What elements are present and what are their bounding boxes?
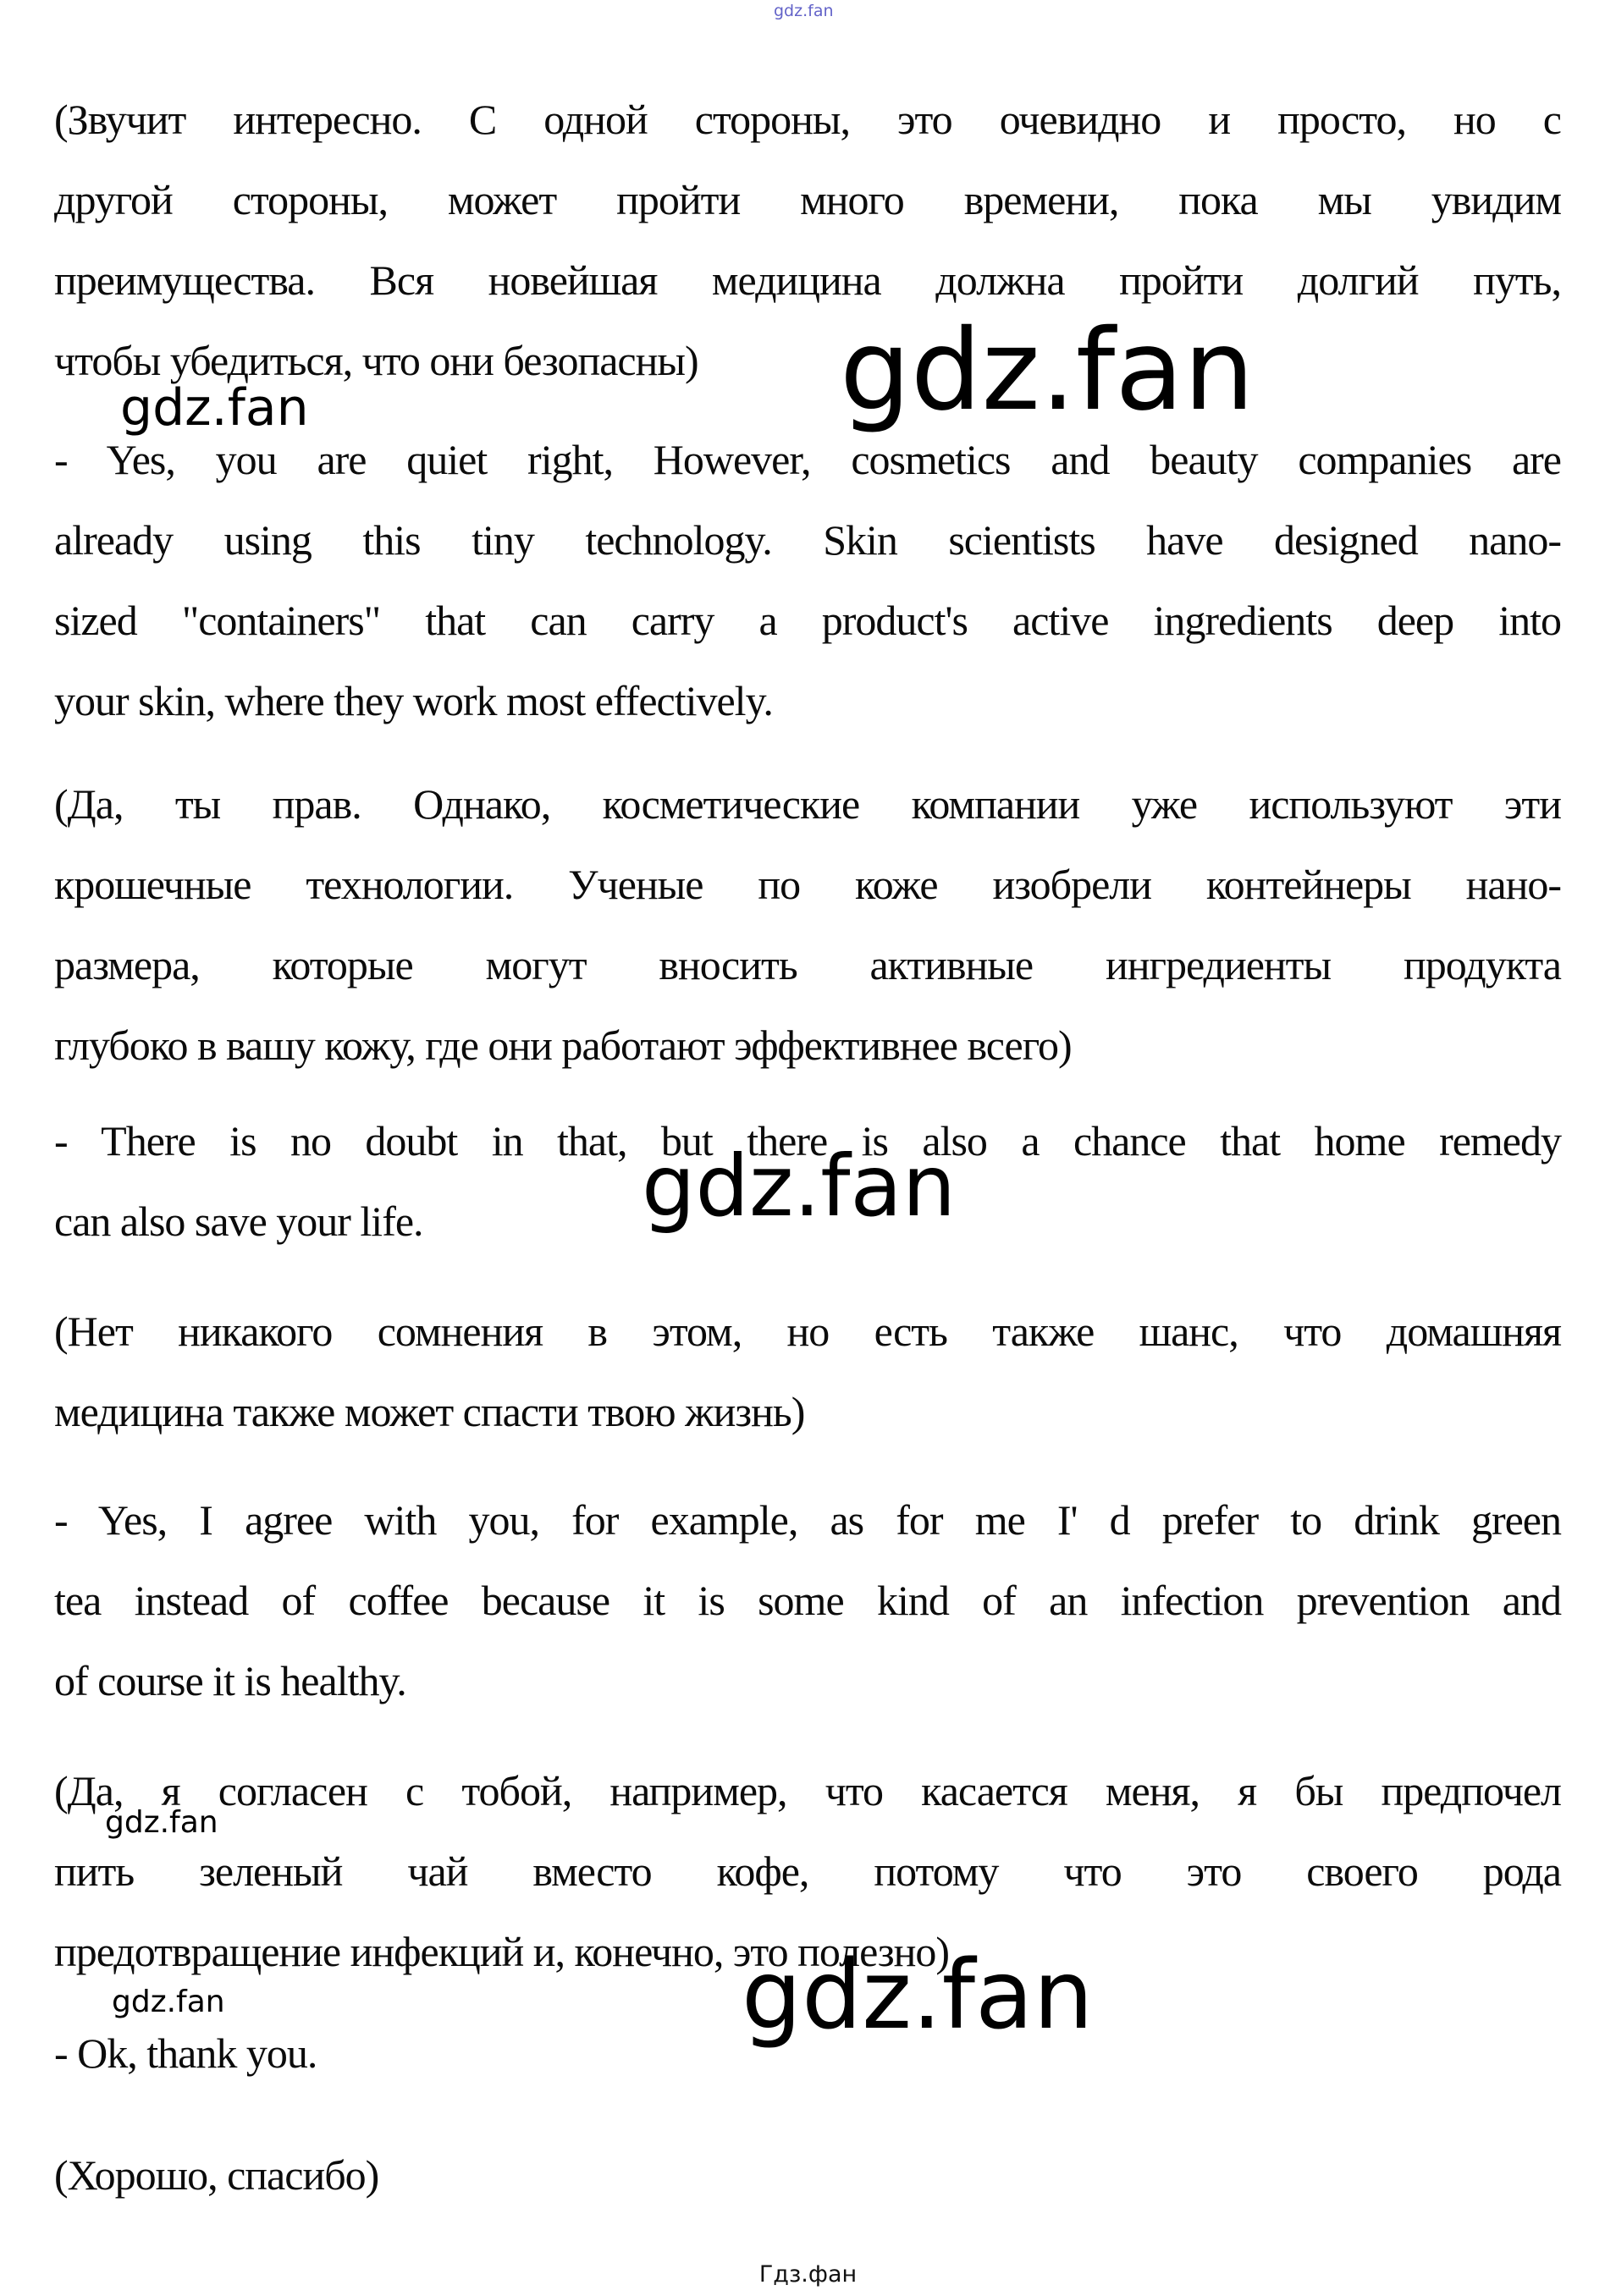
text-line: sized "containers" that can carry a product's active ingredients deep into bbox=[54, 597, 1561, 644]
text-line: - There is no doubt in that, but there is also a chance that home remedy bbox=[54, 1117, 1561, 1165]
text-line: (Да, ты прав. Однако, косметические компании уже используют эти bbox=[54, 780, 1561, 828]
text-line: размера, которые могут вносить активные ингредиенты продукта bbox=[54, 941, 1561, 988]
text-line: глубоко в вашу кожу, где они работают эффективнее всего) bbox=[54, 1021, 1072, 1069]
footer-site-name: Гдз.фан bbox=[758, 2261, 858, 2288]
text-line: of course it is healthy. bbox=[54, 1657, 406, 1704]
watermark-gdz-fan-small-1: gdz.fan bbox=[105, 1805, 218, 1840]
paragraph-ru-translation-3 bbox=[54, 1291, 1561, 1452]
text-line: крошечные технологии. Ученые по коже изобрели контейнеры нано- bbox=[54, 861, 1561, 908]
text-line: (Да, я согласен с тобой, например, что касается меня, я бы предпочел bbox=[54, 1767, 1561, 1814]
text-line: преимущества. Вся новейшая медицина должна пройти долгий путь, bbox=[54, 256, 1561, 304]
text-line: already using this tiny technology. Skin scientists have designed nano- bbox=[54, 516, 1561, 564]
text-line: - Ok, thank you. bbox=[54, 2029, 317, 2077]
paragraph-ru-translation-2 bbox=[54, 764, 1561, 1086]
text-line: (Хорошо, спасибо) bbox=[54, 2151, 379, 2199]
text-line: - Yes, I agree with you, for example, as for me I' d prefer to drink green bbox=[54, 1496, 1561, 1544]
text-line: предотвращение инфекций и, конечно, это полезно) bbox=[54, 1928, 950, 1975]
text-line: медицина также может спасти твою жизнь) bbox=[54, 1388, 805, 1435]
watermark-gdz-fan-top: gdz.fan bbox=[774, 2, 834, 20]
text-line: пить зеленый чай вместо кофе, потому что это своего рода bbox=[54, 1847, 1561, 1895]
paragraph-ru-translation-1 bbox=[54, 80, 1561, 401]
text-line: can also save your life. bbox=[54, 1198, 423, 1245]
text-line: чтобы убедиться, что они безопасны) bbox=[54, 337, 698, 384]
text-line: другой стороны, может пройти много времени, пока мы увидим bbox=[54, 176, 1561, 223]
text-line: - Yes, you are quiet right, However, cosmetics and beauty companies are bbox=[54, 436, 1561, 483]
paragraph-en-dialogue-3 bbox=[54, 1480, 1561, 1721]
text-line: (Нет никакого сомнения в этом, но есть также шанс, что домашняя bbox=[54, 1308, 1561, 1355]
watermark-gdz-fan-large-3: gdz.fan bbox=[742, 1941, 1094, 2051]
watermark-gdz-fan-large-2: gdz.fan bbox=[642, 1137, 957, 1236]
paragraph-en-dialogue-1 bbox=[54, 420, 1561, 741]
text-line: tea instead of coffee because it is some kind of an infection prevention and bbox=[54, 1577, 1561, 1624]
text-line: (Звучит интересно. С одной стороны, это очевидно и просто, но с bbox=[54, 96, 1561, 143]
text-line: your skin, where they work most effectively. bbox=[54, 677, 773, 724]
watermark-gdz-fan-medium-1: gdz.fan bbox=[120, 378, 309, 438]
watermark-gdz-fan-small-2: gdz.fan bbox=[112, 1985, 225, 2019]
paragraph-ru-translation-5 bbox=[54, 2135, 1561, 2216]
watermark-gdz-fan-large-1: gdz.fan bbox=[840, 306, 1255, 436]
